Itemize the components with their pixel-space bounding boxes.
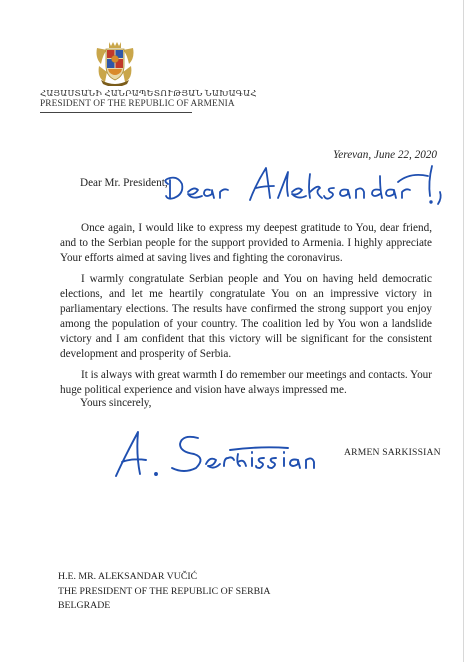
institution-name-english: PRESIDENT OF THE REPUBLIC OF ARMENIA [40, 99, 235, 109]
closing: Yours sincerely, [80, 397, 152, 409]
body-paragraph-1: Once again, I would like to express my deepest gratitude to You, dear friend, and to the Serbian people for the support provided to Armenia. I highly appreciate Your efforts aimed at saving lives and fighting the coronavirus. [60, 222, 432, 264]
signer-name: ARMEN SARKISSIAN [344, 447, 441, 458]
coat-of-arms-icon [93, 38, 137, 86]
handwritten-signature [110, 424, 330, 484]
recipient-title: THE PRESIDENT OF THE REPUBLIC OF SERBIA [58, 585, 271, 597]
salutation: Dear Mr. President, [80, 177, 168, 189]
body-paragraph-3: It is always with great warmth I do remember our meetings and contacts. Your huge political experience and vision have always impressed me. [60, 369, 432, 396]
letter-body [60, 221, 432, 404]
letterhead-underline [40, 112, 192, 113]
institution-name-armenian: ՀԱՅԱՍՏԱՆԻ ՀԱՆՐԱՊԵՏՈՒԹՅԱՆ ՆԱԽԱԳԱՀ [40, 88, 257, 98]
handwritten-greeting [158, 162, 448, 210]
recipient-name: H.E. MR. ALEKSANDAR VUČIĆ [58, 571, 198, 582]
recipient-city: BELGRADE [58, 600, 111, 611]
letter-date: Yerevan, June 22, 2020 [333, 149, 437, 161]
body-paragraph-2: I warmly congratulate Serbian people and You on having held democratic elections, and let me heartily congratulate You on an impressive victory in parliamentary elections. The results have confirmed the strong support you enjoy among the population of your country. The coalition led by You won a landslide victory and I am confident that this victory will be significant for the consistent development and prosperity of Serbia. [60, 273, 432, 360]
page-edge [463, 0, 464, 662]
recipient-block [58, 570, 270, 614]
